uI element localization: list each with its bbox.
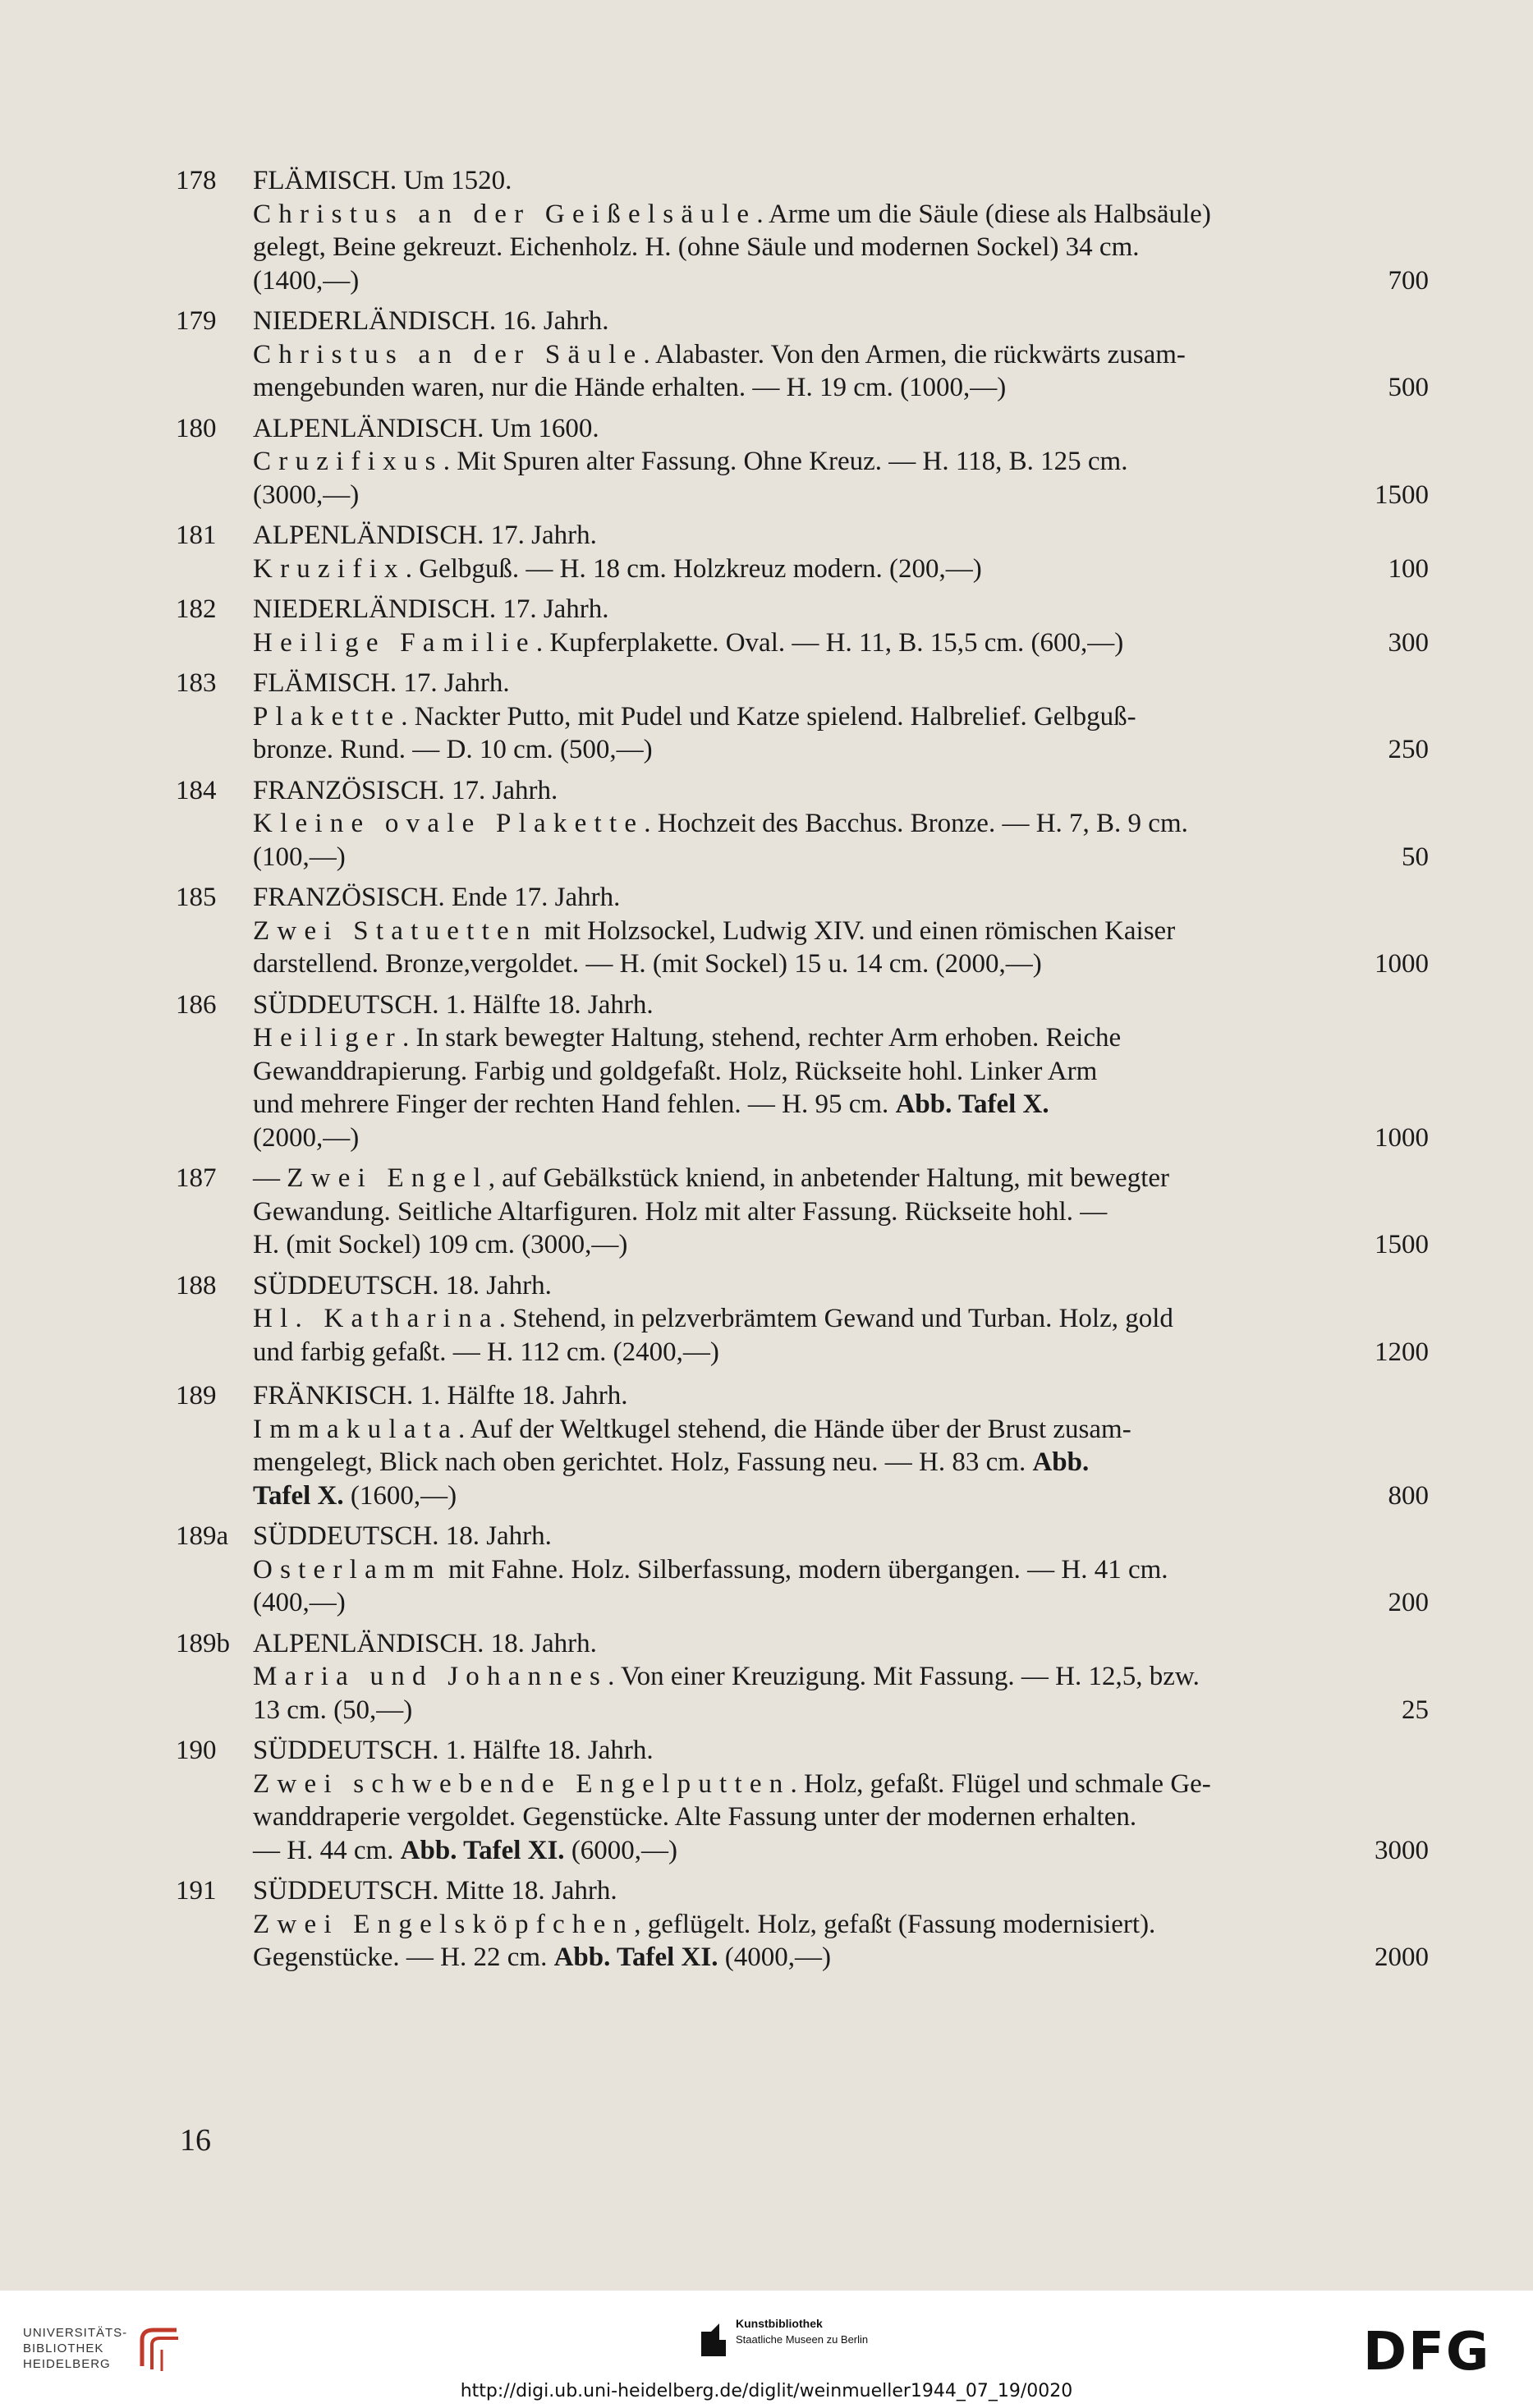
description-last-line — [253, 1694, 1429, 1727]
catalog-entry — [176, 305, 1429, 405]
price: 500 — [1388, 373, 1429, 402]
item-title: Osterlamm — [253, 1554, 442, 1585]
entry-body — [253, 988, 1429, 1155]
entry-heading: SÜDDEUTSCH. 1. Hälfte 18. Jahrh. — [253, 989, 654, 1020]
description-line — [253, 700, 1429, 734]
description-last-line — [253, 1479, 1429, 1513]
university-library-logo[interactable] — [23, 2322, 186, 2374]
description-text — [253, 371, 1006, 405]
description-line — [253, 1768, 1429, 1801]
item-title: Zwei Engelsköpfchen — [253, 1909, 635, 1939]
description-text: Gewandung. Seitliche Altarfiguren. Holz mit alter Fassung. Rückseite hohl. — — [253, 1196, 1108, 1227]
description-last-line — [253, 626, 1429, 660]
item-title: Heilige Familie — [253, 627, 536, 658]
ub-logo-line: UNIVERSITÄTS- — [23, 2325, 128, 2340]
description-text: mengelegt, Blick nach oben gerichtet. Holz, Fassung neu. — H. 83 cm. — [253, 1447, 1033, 1477]
catalog-entry — [176, 593, 1429, 659]
description-line — [253, 1800, 1429, 1834]
entry-body — [253, 1269, 1429, 1369]
item-title: Zwei schwebende Engelputten — [253, 1768, 791, 1799]
description-text: — H. 44 cm. — [253, 1835, 401, 1865]
catalog-entry — [176, 774, 1429, 874]
entry-body — [253, 519, 1429, 585]
lot-number: 189b — [176, 1628, 230, 1658]
price: 1000 — [1375, 1122, 1429, 1153]
description-text — [253, 264, 359, 298]
price: 1200 — [1375, 1337, 1429, 1367]
lot-number: 181 — [176, 521, 217, 550]
catalog-entry — [176, 1734, 1429, 1867]
description-line — [253, 1446, 1429, 1479]
entry-body — [253, 305, 1429, 405]
price: 25 — [1402, 1695, 1429, 1725]
description-text: mit Fahne. Holz. Silberfassung, modern übergangen. — H. 41 cm. — [441, 1554, 1168, 1585]
description-text — [253, 841, 346, 874]
entry-body — [253, 1162, 1429, 1262]
entry-heading: NIEDERLÄNDISCH. 17. Jahrh. — [253, 594, 609, 624]
description-line — [253, 915, 1429, 948]
description-text: gelegt, Beine gekreuzt. Eichenholz. H. (ohne Säule und modernen Sockel) 34 cm. — [253, 232, 1140, 262]
description-line — [253, 1302, 1429, 1336]
description-text: darstellend. Bronze,vergoldet. — H. (mit Sockel) 15 u. 14 cm. (2000,—) — [253, 949, 1042, 979]
description-text: bronze. Rund. — D. 10 cm. (500,—) — [253, 735, 653, 764]
description-text: . In stark bewegter Haltung, stehend, rechter Arm erhoben. Reiche — [402, 1023, 1122, 1053]
entry-heading: NIEDERLÄNDISCH. 16. Jahrh. — [253, 306, 609, 336]
plate-reference: Abb. Tafel XI. — [553, 1942, 718, 1972]
price: 1500 — [1375, 479, 1429, 510]
entry-body — [253, 1520, 1429, 1620]
lot-number: 187 — [176, 1163, 217, 1193]
description-text: — — [253, 1163, 287, 1193]
entry-body — [253, 1874, 1429, 1975]
description-text: . Hochzeit des Bacchus. Bronze. — H. 7, B. 9 cm. — [644, 809, 1188, 838]
description-text — [253, 553, 982, 586]
item-title: Christus an der Säule — [253, 339, 644, 369]
price: 50 — [1402, 842, 1429, 872]
description-last-line — [253, 841, 1429, 874]
lot-number: 190 — [176, 1736, 217, 1765]
page-number: 16 — [180, 2123, 211, 2158]
plate-reference: Abb. — [1032, 1447, 1090, 1477]
description-last-line — [253, 1121, 1429, 1155]
description-text — [253, 1121, 359, 1155]
item-title: Zwei Statuetten — [253, 915, 538, 946]
description-text: . Arme um die Säule (diese als Halbsäule) — [756, 199, 1211, 229]
description-line — [253, 807, 1429, 841]
entry-heading: ALPENLÄNDISCH. Um 1600. — [253, 413, 599, 443]
entry-heading: FRANZÖSISCH. 17. Jahrh. — [253, 775, 558, 805]
entry-heading: ALPENLÄNDISCH. 18. Jahrh. — [253, 1628, 597, 1658]
catalog-entry — [176, 1269, 1429, 1369]
ub-emblem-icon — [135, 2322, 186, 2374]
dfg-logo[interactable]: DFG — [1363, 2322, 1491, 2383]
entry-heading: FLÄMISCH. 17. Jahrh. — [253, 668, 510, 698]
price: 700 — [1388, 265, 1429, 296]
description-text: und farbig gefaßt. — H. 112 cm. (2400,—) — [253, 1337, 719, 1367]
description-last-line — [253, 1586, 1429, 1620]
plate-reference: Abb. Tafel X. — [895, 1089, 1049, 1119]
entry-body — [253, 667, 1429, 767]
description-text: , geflügelt. Holz, gefaßt (Fassung modernisiert). — [634, 1909, 1156, 1939]
entry-body — [253, 1627, 1429, 1727]
description-text: . Kupferplakette. Oval. — H. 11, B. 15,5 cm. (600,—) — [535, 627, 1124, 658]
entry-body — [253, 774, 1429, 874]
lot-number: 186 — [176, 989, 217, 1020]
entry-heading: SÜDDEUTSCH. 1. Hälfte 18. Jahrh. — [253, 1736, 654, 1765]
description-line — [253, 1195, 1429, 1229]
description-line — [253, 1908, 1429, 1942]
item-title: Maria und Johannes — [253, 1662, 608, 1691]
item-title: Heiliger — [253, 1023, 403, 1053]
lot-number: 183 — [176, 668, 217, 698]
entry-heading: FRÄNKISCH. 1. Hälfte 18. Jahrh. — [253, 1381, 628, 1410]
description-text: . Auf der Weltkugel stehend, die Hände über der Brust zusam- — [458, 1414, 1131, 1444]
description-text — [253, 1834, 677, 1868]
description-last-line — [253, 1228, 1429, 1262]
entry-body — [253, 1734, 1429, 1867]
description-text: 13 cm. (50,—) — [253, 1695, 413, 1725]
item-title: Hl. Katharina — [253, 1304, 499, 1333]
price: 1000 — [1375, 949, 1429, 979]
description-text: (4000,—) — [718, 1942, 831, 1972]
description-line — [253, 1413, 1429, 1447]
lot-number: 185 — [176, 883, 217, 912]
description-text — [253, 1586, 346, 1620]
description-text: Gewanddrapierung. Farbig und goldgefaßt. Holz, Rückseite hohl. Linker Arm — [253, 1056, 1098, 1086]
description-text — [253, 1479, 457, 1513]
entry-heading: SÜDDEUTSCH. 18. Jahrh. — [253, 1521, 552, 1551]
item-title: Cruzifixus — [253, 447, 443, 476]
description-text: . Alabaster. Von den Armen, die rückwärts zusam- — [643, 339, 1186, 369]
description-text — [253, 733, 653, 767]
price: 1500 — [1375, 1230, 1429, 1259]
page-url-link[interactable]: http://digi.ub.uni-heidelberg.de/diglit/weinmueller1944_07_19/0020 — [460, 2381, 1073, 2401]
description-text: mengebunden waren, nur die Hände erhalten. — H. 19 cm. (1000,—) — [253, 373, 1007, 402]
description-text: (3000,—) — [253, 479, 360, 510]
lot-number: 189 — [176, 1381, 217, 1410]
description-last-line — [253, 1336, 1429, 1369]
description-line — [253, 1553, 1429, 1587]
description-text: (400,—) — [253, 1588, 346, 1617]
catalog-entry — [176, 988, 1429, 1155]
entry-heading: ALPENLÄNDISCH. 17. Jahrh. — [253, 521, 597, 550]
catalog-entry — [176, 1874, 1429, 1975]
description-last-line — [253, 1834, 1429, 1868]
description-text: wanddraperie vergoldet. Gegenstücke. Alte Fassung unter der modernen erhalten. — [253, 1802, 1137, 1832]
description-line — [253, 338, 1429, 372]
catalog-entry — [176, 412, 1429, 512]
description-text: . Nackter Putto, mit Pudel und Katze spielend. Halbrelief. Gelbguß- — [401, 701, 1136, 732]
catalog-entries — [176, 164, 1429, 1982]
lot-number: 179 — [176, 306, 217, 336]
description-line — [253, 1088, 1429, 1121]
description-last-line — [253, 1941, 1429, 1975]
price: 200 — [1388, 1588, 1429, 1617]
description-line — [253, 231, 1429, 264]
description-text: . Holz, gefaßt. Flügel und schmale Ge- — [790, 1768, 1211, 1799]
description-line — [253, 1021, 1429, 1055]
description-line — [253, 198, 1429, 232]
price: 2000 — [1375, 1942, 1429, 1972]
price: 300 — [1388, 627, 1429, 658]
entry-heading: SÜDDEUTSCH. Mitte 18. Jahrh. — [253, 1876, 617, 1906]
entry-body — [253, 593, 1429, 659]
footer-bar — [0, 2291, 1533, 2408]
description-text: (2000,—) — [253, 1122, 360, 1153]
description-text: (1400,—) — [253, 265, 360, 296]
description-text — [253, 1336, 719, 1369]
description-line — [253, 1660, 1429, 1694]
lot-number: 180 — [176, 413, 217, 443]
catalog-entry — [176, 519, 1429, 585]
lot-number: 184 — [176, 775, 217, 805]
item-title: Kruzifix — [253, 553, 406, 584]
kunstbibliothek-title: Kunstbibliothek — [736, 2317, 823, 2330]
item-title: Zwei Engel — [287, 1163, 489, 1193]
catalog-entry — [176, 164, 1429, 297]
entry-heading: FRANZÖSISCH. Ende 17. Jahrh. — [253, 883, 621, 912]
description-last-line — [253, 947, 1429, 981]
item-title: Kleine ovale Plakette — [253, 809, 645, 838]
description-text: . Mit Spuren alter Fassung. Ohne Kreuz. — H. 118, B. 125 cm. — [443, 447, 1128, 476]
entry-heading: SÜDDEUTSCH. 18. Jahrh. — [253, 1270, 552, 1300]
description-last-line — [253, 733, 1429, 767]
price: 100 — [1388, 553, 1429, 584]
description-line — [253, 1055, 1429, 1089]
kunstbibliothek-logo[interactable] — [700, 2315, 868, 2358]
description-text: (1600,—) — [343, 1480, 457, 1511]
description-text: (6000,—) — [564, 1835, 678, 1865]
lot-number: 188 — [176, 1270, 217, 1300]
description-text: . Von einer Kreuzigung. Mit Fassung. — H. 12,5, bzw. — [608, 1662, 1200, 1691]
lot-number: 178 — [176, 166, 217, 195]
lot-number: 191 — [176, 1876, 217, 1906]
catalog-entry — [176, 1162, 1429, 1262]
description-text: , auf Gebälkstück kniend, in anbetender Haltung, mit bewegter — [488, 1163, 1170, 1193]
kunstbibliothek-emblem-icon — [700, 2315, 727, 2358]
item-title: Christus an der Geißelsäule — [253, 199, 757, 229]
plate-reference: Tafel X. — [253, 1480, 344, 1511]
description-last-line — [253, 264, 1429, 298]
plate-reference: Abb. Tafel XI. — [400, 1835, 565, 1865]
lot-number: 182 — [176, 594, 217, 624]
description-text — [253, 1941, 831, 1975]
item-title: Plakette — [253, 701, 402, 732]
description-text: H. (mit Sockel) 109 cm. (3000,—) — [253, 1230, 628, 1259]
description-text — [253, 947, 1042, 981]
entry-body — [253, 164, 1429, 297]
description-last-line — [253, 553, 1429, 586]
item-title: Immakulata — [253, 1414, 459, 1444]
description-last-line — [253, 371, 1429, 405]
catalog-entry — [176, 1627, 1429, 1727]
description-text — [253, 1228, 627, 1262]
kunstbibliothek-subtitle: Staatliche Museen zu Berlin — [736, 2333, 869, 2346]
description-text: . Gelbguß. — H. 18 cm. Holzkreuz modern. (200,—) — [405, 553, 982, 584]
description-text: und mehrere Finger der rechten Hand fehlen. — H. 95 cm. — [253, 1089, 896, 1119]
description-last-line — [253, 479, 1429, 512]
price: 3000 — [1375, 1835, 1429, 1865]
catalog-entry — [176, 881, 1429, 981]
description-text: mit Holzsockel, Ludwig XIV. und einen römischen Kaiser — [537, 915, 1176, 946]
lot-number: 189a — [176, 1521, 229, 1551]
description-line — [253, 1162, 1429, 1195]
catalog-entry — [176, 1379, 1429, 1512]
description-line — [253, 445, 1429, 479]
catalog-entry — [176, 667, 1429, 767]
description-text: Gegenstücke. — H. 22 cm. — [253, 1942, 554, 1972]
entry-heading: FLÄMISCH. Um 1520. — [253, 166, 512, 195]
ub-logo-line: BIBLIOTHEK — [23, 2341, 104, 2355]
description-text — [253, 626, 1123, 660]
entry-body — [253, 412, 1429, 512]
entry-body — [253, 881, 1429, 981]
description-text: . Stehend, in pelzverbrämtem Gewand und Turban. Holz, gold — [498, 1304, 1173, 1333]
ub-logo-line: HEIDELBERG — [23, 2356, 111, 2371]
price: 800 — [1388, 1480, 1429, 1511]
description-text — [253, 1694, 412, 1727]
price: 250 — [1388, 735, 1429, 764]
description-text: (100,—) — [253, 842, 346, 872]
entry-body — [253, 1379, 1429, 1512]
catalog-entry — [176, 1520, 1429, 1620]
description-text — [253, 479, 359, 512]
